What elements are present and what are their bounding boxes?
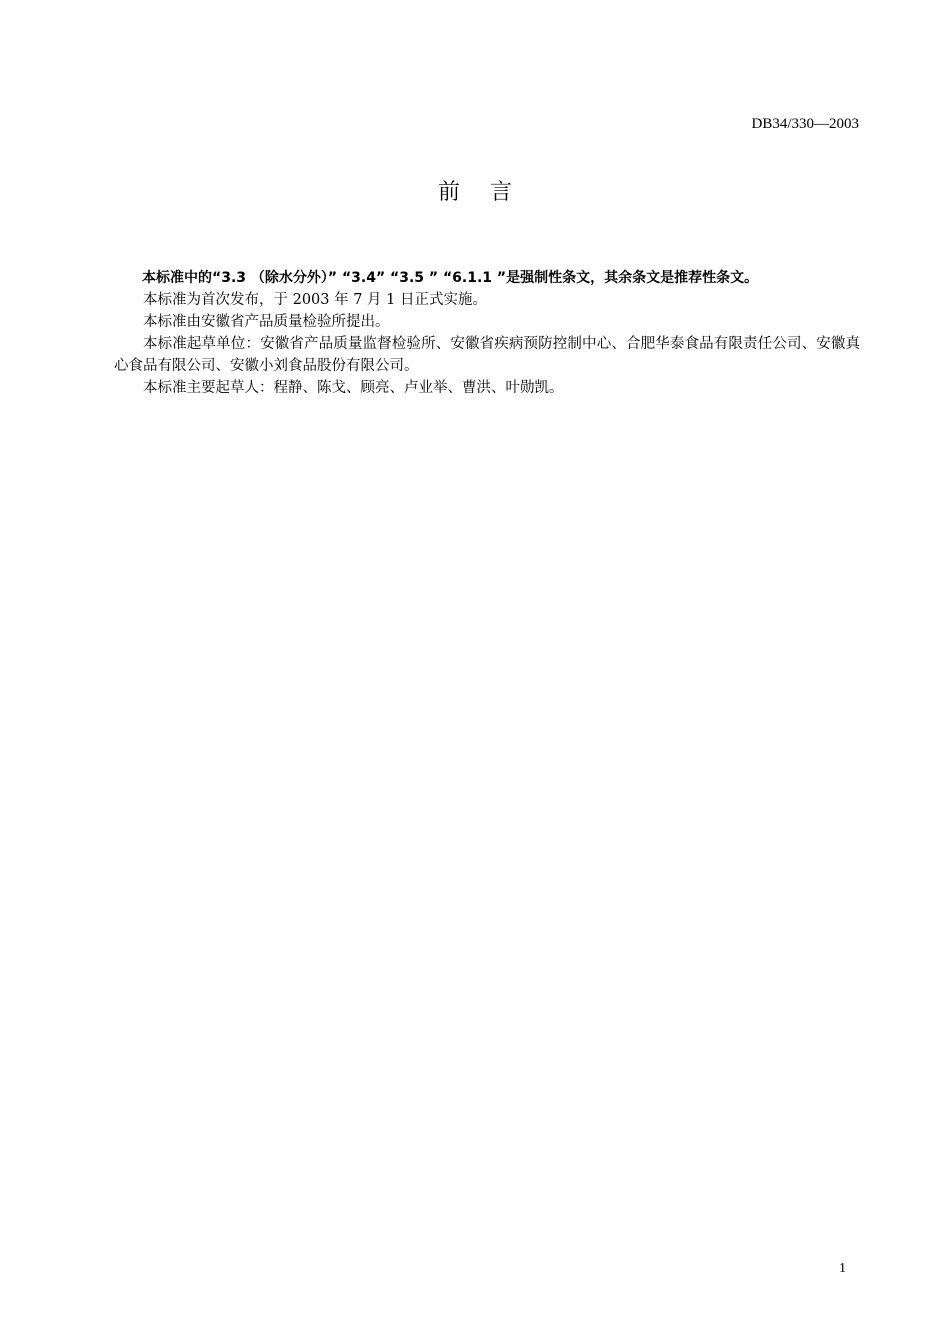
title-char-2: 言 bbox=[490, 180, 513, 205]
page-number: 1 bbox=[839, 1261, 846, 1276]
foreword-body bbox=[114, 267, 860, 399]
mandatory-clause-paragraph: 本标准中的“3.3 （除水分外）” “3.4” “3.5 ” “6.1.1 ”是强制性条文，其余条文是推荐性条文。 bbox=[142, 270, 759, 286]
title-char-1: 前 bbox=[437, 180, 460, 205]
proposer-paragraph: 本标准由安徽省产品质量检验所提出。 bbox=[143, 314, 390, 330]
page-title bbox=[0, 178, 950, 208]
document-code: DB34/330—2003 bbox=[751, 116, 859, 132]
drafters-paragraph: 本标准主要起草人：程静、陈戈、顾亮、卢业举、曹洪、叶勋凯。 bbox=[143, 380, 564, 396]
drafting-units-paragraph: 本标准起草单位：安徽省产品质量监督检验所、安徽省疾病预防控制中心、合肥华泰食品有限责任公司、安徽真心食品有限公司、安徽小刘食品股份有限公司。 bbox=[114, 336, 860, 374]
release-paragraph: 本标准为首次发布，于 2003 年 7 月 1 日正式实施。 bbox=[143, 292, 488, 308]
